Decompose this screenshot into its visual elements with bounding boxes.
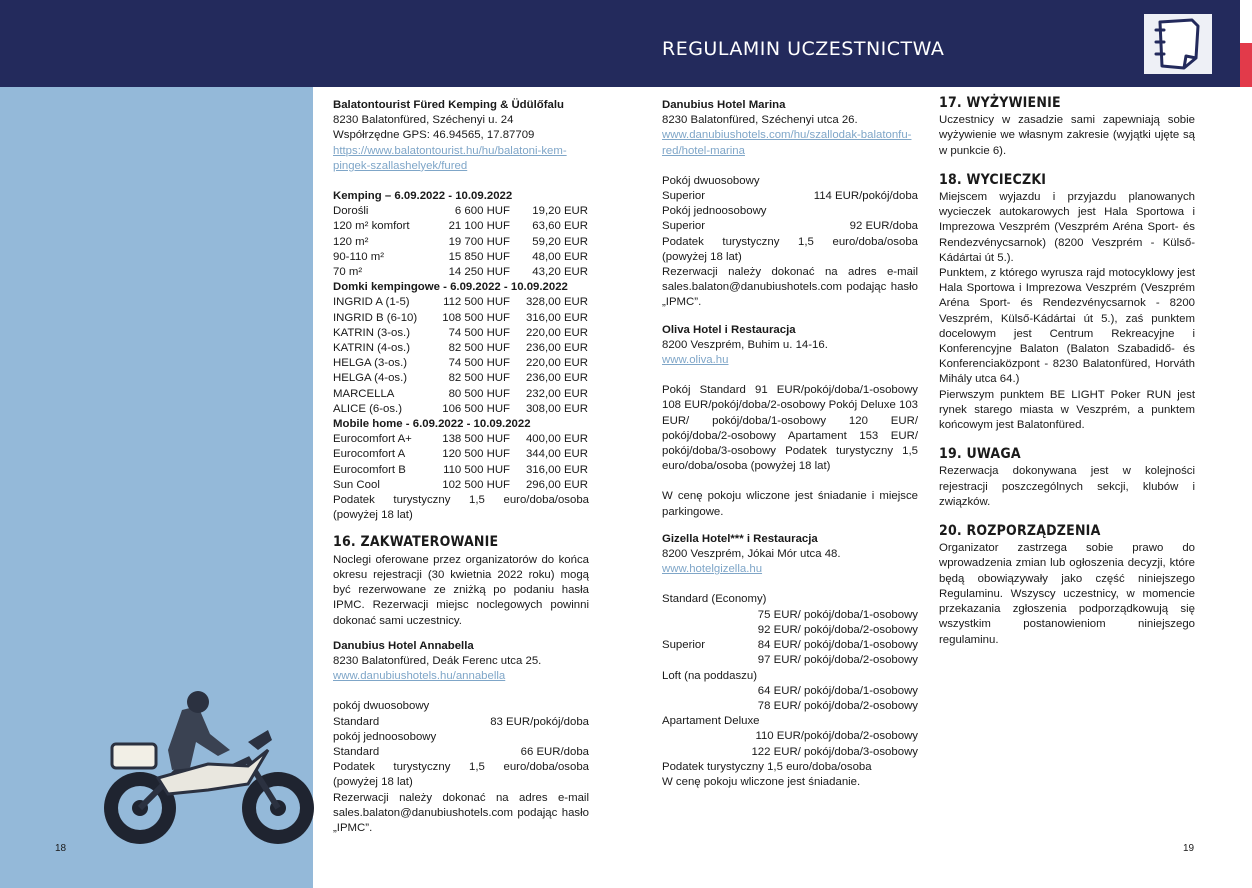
price-eur: 220,00 EUR [525,326,588,339]
room-price: 122 EUR/ pokój/doba/3-osobowy [751,745,918,758]
room-type: pokój jednoosobowy [333,730,437,743]
room-price: 75 EUR/ pokój/doba/1-osobowy [757,608,918,621]
room-price-row [662,189,918,204]
price-row-label: Eurocomfort B [333,463,406,476]
room-type: Apartament Deluxe [662,715,760,728]
hotel-link[interactable]: https://www.balatontourist.hu/hu/balatoni-kem- [333,144,567,157]
room-label: Standard [333,745,380,758]
page-number-right: 19 [1183,843,1195,854]
price-huf: 6 600 HUF [454,205,510,218]
price-eur: 19,20 EUR [532,205,588,218]
price-row-label: KATRIN (3-os.) [333,326,410,339]
price-row [333,478,589,493]
price-eur: 296,00 EUR [525,478,588,491]
header-bar [0,0,1240,87]
price-eur: 43,20 EUR [532,266,588,279]
hotel-address: 8230 Balatonfüred, Széchenyi utca 26. [662,114,858,127]
price-huf: 106 500 HUF [442,402,510,415]
price-row [333,250,589,265]
included-note: W cenę pokoju wliczone jest śniadanie. [662,775,861,788]
price-eur: 236,00 EUR [525,342,588,355]
price-row [333,295,589,310]
price-huf: 110 500 HUF [443,463,510,476]
price-eur: 220,00 EUR [525,357,588,370]
price-table-domki [333,295,589,417]
hotel-link[interactable]: www.danubiushotels.hu/annabella [333,670,506,683]
section-text: Organizator zastrzega sobie prawo do wprowadzenia zmian lub ogłoszenia decyzji, które będą obowiązywały jako część niniejszego Regulaminu. Wszyscy uczestnicy, w momencie przekazania zgłoszenia podporządkowują się wszystkim postanowieniom niniejszego regulaminu. [939,542,1195,646]
price-eur: 316,00 EUR [525,311,588,324]
price-huf: 74 500 HUF [448,326,510,339]
price-row-label: Eurocomfort A [333,448,406,461]
price-row-label: 90-110 m² [333,250,385,263]
room-label: Standard [333,715,380,728]
section-heading: 16. ZAKWATEROWANIE [333,534,499,551]
price-huf: 21 100 HUF [448,220,510,233]
room-price: 92 EUR/doba [849,220,918,233]
accent-strip [1240,43,1252,87]
hotel-link[interactable]: red/hotel-marina [662,144,745,157]
room-label: Superior [662,190,706,203]
price-row [333,204,589,219]
price-row-label: HELGA (3-os.) [333,357,408,370]
price-row-label: INGRID B (6-10) [333,311,418,324]
page-number-left: 18 [55,843,67,854]
price-row [333,371,589,386]
document-icon [1144,14,1212,74]
price-eur: 59,20 EUR [532,235,588,248]
room-price-row [662,638,918,653]
hotel-address: 8230 Balatonfüred, Deák Ferenc utca 25. [333,654,542,667]
room-price-list: Pokój Standard 91 EUR/pokój/doba/1-osobowy 108 EUR/pokój/doba/2-osobowy Pokój Deluxe 103 EUR/ pokój/doba/1-osobowy 120 EUR/ pokój/doba/2-osobowy Apartament 153 EUR/ pokój/doba/3-osobowy Podatek turystyczny 1,5 euro/doba/osoba (powyżej 18 lat) [662,384,918,473]
hotel-address: 8200 Veszprém, Jókai Mór utca 48. [662,548,841,561]
room-price: 114 EUR/pokój/doba [813,190,918,203]
hotel-name: Gizella Hotel*** i Restauracja [662,532,818,545]
room-price: 66 EUR/doba [520,745,589,758]
price-row [333,326,589,341]
price-row [333,432,589,447]
tax-note-age: (powyżej 18 lat) [333,509,413,522]
hotel-link[interactable]: www.oliva.hu [662,354,729,367]
room-price-row [662,219,918,234]
price-row [333,235,589,250]
price-row-label: 120 m² komfort [333,220,410,233]
price-huf: 102 500 HUF [442,478,510,491]
hotel-name: Danubius Hotel Marina [662,99,786,111]
section-heading: 19. UWAGA [939,446,1021,463]
hotel-gps: Współrzędne GPS: 46.94565, 17.87709 [333,129,535,142]
tax-note: Podatek turystyczny 1,5 euro/doba/osoba (powyżej 18 lat) [333,761,589,789]
price-row-label: 70 m² [333,266,363,279]
section-heading: 20. ROZPORZĄDZENIA [939,523,1101,540]
price-table-mobile [333,432,589,493]
price-row [333,219,589,234]
price-eur: 344,00 EUR [525,448,588,461]
tax-note: Podatek turystyczny 1,5 euro/doba/osoba [662,760,872,773]
price-row [333,341,589,356]
price-row-label: Dorośli [333,205,369,218]
room-type: Pokój jednoosobowy [662,205,767,218]
price-row [333,387,589,402]
hotel-name: Oliva Hotel i Restauracja [662,323,796,336]
price-row-label: KATRIN (4-os.) [333,342,410,355]
price-row-label: Eurocomfort A+ [333,433,412,446]
room-price: 83 EUR/pokój/doba [490,715,589,728]
hotel-link[interactable]: pingek-szallashelyek/fured [333,159,468,172]
price-row [333,356,589,371]
price-huf: 19 700 HUF [448,235,510,248]
room-label: Superior [662,220,706,233]
room-price: 78 EUR/ pokój/doba/2-osobowy [757,699,918,712]
section-text: Pierwszym punktem BE LIGHT Poker RUN jest rynek starego miasta w Veszprém, a punktem końcowym jest Balatonfüred. [939,388,1195,432]
price-eur: 400,00 EUR [525,433,588,446]
price-table-heading: Mobile home - 6.09.2022 - 10.09.2022 [333,418,531,431]
tax-note: Podatek turystyczny 1,5 euro/doba/osoba [333,494,589,507]
price-table-heading: Domki kempingowe - 6.09.2022 - 10.09.2022 [333,281,568,294]
section-text: Punktem, z którego wyrusza rajd motocyklowy jest Hala Sportowa i Imprezowa Veszprém (Veszprém Aréna Sport- és Rendezvénycsarnok - 8200 Veszprém, Külső-Kádártai út 5.), zaś punktem docelowym jest Centrum Rekreacyjne i Konferencyjne Balaton (Balaton Szabadidő- és Konferenciaközpont - 8230 Balatonfüred, Horváth Mihály utca 64.) [939,267,1195,386]
room-type: pokój dwuosobowy [333,700,430,713]
included-note: W cenę pokoju wliczone jest śniadanie i miejsce parkingowe. [662,490,918,518]
price-row [333,402,589,417]
page-title: REGULAMIN UCZESTNICTWA [662,38,945,60]
price-row-label: ALICE (6-os.) [333,402,402,415]
price-eur: 316,00 EUR [525,463,588,476]
hotel-link[interactable]: www.hotelgizella.hu [662,563,763,576]
hotel-address: 8230 Balatonfüred, Széchenyi u. 24 [333,114,514,127]
price-row [333,463,589,478]
section-text: Uczestnicy w zasadzie sami zapewniają sobie wyżywienie we własnym zakresie (wyjątki ujęte są w punkcie 6). [939,114,1195,157]
room-type: Pokój dwuosobowy [662,174,760,187]
price-eur: 63,60 EUR [532,220,588,233]
hotel-name: Balatontourist Füred Kemping & Üdülőfalu [333,99,564,111]
price-table-heading: Kemping – 6.09.2022 - 10.09.2022 [333,190,513,203]
reservation-note: Rezerwacji należy dokonać na adres e-mail sales.balaton@danubiushotels.com podając hasło „IPMC”. [662,266,918,309]
room-type: Loft (na poddaszu) [662,669,757,682]
price-row-label: 120 m² [333,235,369,248]
price-huf: 108 500 HUF [442,311,510,324]
price-eur: 236,00 EUR [525,372,588,385]
price-eur: 328,00 EUR [525,296,588,309]
tax-note: Podatek turystyczny 1,5 euro/doba/osoba (powyżej 18 lat) [662,235,918,263]
hotel-link[interactable]: www.danubiushotels.com/hu/szallodak-balatonfu- [662,129,912,142]
column-2 [662,98,918,790]
room-price-row [333,715,589,730]
section-heading: 18. WYCIECZKI [939,171,1047,188]
hotel-address: 8200 Veszprém, Buhim u. 14-16. [662,338,828,351]
price-row [333,311,589,326]
section-text: Miejscem wyjazdu i przyjazdu planowanych wycieczek autokarowych jest Hala Sportowa i Imprezowa Veszprém (Veszprém Aréna Sport- és Rendezvénycsarnok) (8200 Veszprém - Külső-Kádártai út 5.). [939,191,1195,264]
price-row-label: Sun Cool [333,478,380,491]
price-table-kemping [333,204,589,280]
room-price: 110 EUR/pokój/doba/2-osobowy [755,730,918,743]
price-huf: 112 500 HUF [443,296,510,309]
room-label: Superior [662,639,706,652]
price-huf: 138 500 HUF [442,433,510,446]
price-huf: 82 500 HUF [448,372,510,385]
motorcycle-rider-icon [98,690,320,855]
hotel-name: Danubius Hotel Annabella [333,639,474,652]
room-price: 97 EUR/ pokój/doba/2-osobowy [757,654,918,667]
price-eur: 48,00 EUR [532,250,588,263]
room-type: Standard (Economy) [662,593,767,606]
price-huf: 80 500 HUF [448,387,510,400]
room-price-row [333,745,589,760]
price-eur: 308,00 EUR [525,402,588,415]
section-text: Noclegi oferowane przez organizatorów do końca okresu rejestracji (30 kwietnia 2022 roku) mogą być rezerwowane ze zniżką po podaniu hasła IPMC. Rezerwacji miejsc noclegowych powinni dokonać sami uczestnicy. [333,553,589,627]
price-huf: 14 250 HUF [448,266,510,279]
room-price: 64 EUR/ pokój/doba/1-osobowy [757,684,918,697]
price-eur: 232,00 EUR [525,387,588,400]
price-huf: 82 500 HUF [448,342,510,355]
section-heading: 17. WYŻYWIENIE [939,95,1061,111]
price-huf: 74 500 HUF [448,357,510,370]
section-text: Rezerwacja dokonywana jest w kolejności rejestracji poszczególnych sekcji, klubów i związków. [939,465,1195,508]
room-price: 92 EUR/ pokój/doba/2-osobowy [757,623,918,636]
column-3 [939,96,1195,648]
column-1 [333,98,589,836]
price-row-label: INGRID A (1-5) [333,296,410,309]
price-row [333,265,589,280]
room-price: 84 EUR/ pokój/doba/1-osobowy [757,639,918,652]
price-row [333,447,589,462]
price-row-label: HELGA (4-os.) [333,372,408,385]
reservation-note: Rezerwacji należy dokonać na adres e-mail sales.balaton@danubiushotels.com podając hasło „IPMC”. [333,791,589,834]
price-row-label: MARCELLA [333,387,395,400]
price-huf: 15 850 HUF [448,250,510,263]
price-huf: 120 500 HUF [442,448,510,461]
